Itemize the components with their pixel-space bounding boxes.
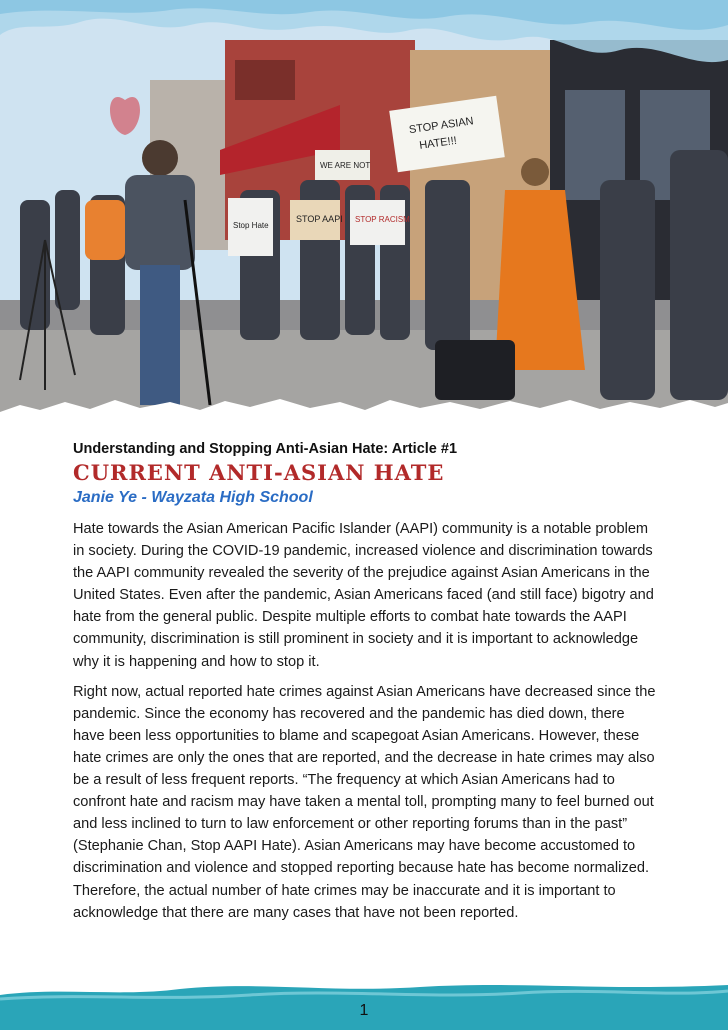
page-number: 1: [359, 1002, 369, 1019]
svg-text:Stop Hate: Stop Hate: [233, 221, 269, 230]
article-paragraph: Right now, actual reported hate crimes against Asian Americans have decreased since the pandemic. Since the economy has recovered and the pandemic has died down, there have been less opportunities to blame and scapegoat Asian Americans. However, these hate crimes are only the ones that are reported, and the decrease in hate crimes may also be a result of less frequent reports. “The frequency at which Asian Americans had to confront hate and racism may have taken a mental toll, prompting many to feel burned out and less inclined to turn to law enforcement or other reporting forums than in the past” (Stephanie Chan, Stop AAPI Hate). Asian Americans may have become accustomed to discrimination and violence and stopped reporting because hate has become normalized. Therefore, the actual number of hate crimes may be inaccurate and it is important to acknowledge that there are many cases that have not been reported.: [73, 683, 656, 921]
svg-text:STOP RACISM: STOP RACISM: [355, 215, 410, 224]
article-byline: Janie Ye - Wayzata High School: [73, 489, 313, 506]
article-paragraph: Hate towards the Asian American Pacific Islander (AAPI) community is a notable problem in society. During the COVID-19 pandemic, increased violence and discrimination towards the AAPI community revealed the severity of the prejudice against Asian Americans in the United States. Even after the pandemic, Asian Americans faced (and still face) bigotry and hate from the general public. Despite multiple efforts to combat hate towards the AAPI community, discrimination is still prominent in society and it is important to acknowledge why it is happening and how to stop it.: [73, 521, 654, 670]
article-title: CURRENT ANTI-ASIAN HATE: [73, 460, 445, 485]
svg-text:STOP ASIAN: STOP ASIAN: [408, 115, 475, 137]
svg-text:WE ARE NOT: WE ARE NOT: [320, 161, 371, 170]
article-kicker: Understanding and Stopping Anti-Asian Hate: Article #1: [73, 441, 458, 457]
svg-text:STOP AAPI: STOP AAPI: [296, 214, 343, 224]
article: [73, 440, 658, 932]
svg-text:HATE!!!: HATE!!!: [418, 134, 458, 152]
rally-photo: [0, 0, 728, 420]
